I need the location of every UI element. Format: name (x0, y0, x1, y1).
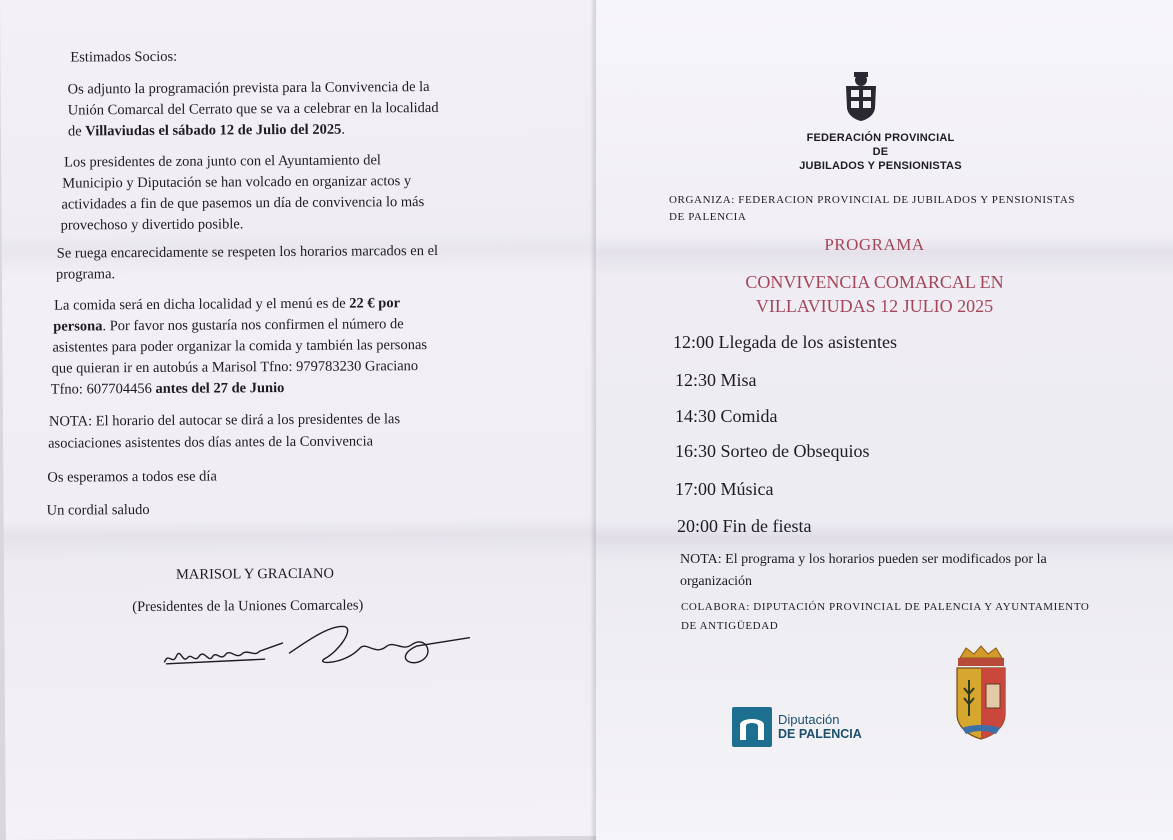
schedule-row (675, 406, 778, 427)
schedule-time: 14:30 (675, 406, 717, 426)
meal-line-2 (53, 314, 403, 337)
program-note (680, 549, 1047, 593)
greeting: Estimados Socios: (70, 48, 178, 66)
schedule-time: 12:00 (673, 332, 715, 352)
meal-line-1-pre: La comida será en dicha localidad y el menú es de (54, 295, 350, 314)
diputacion-palencia-logo (732, 707, 862, 747)
intro-line-3 (68, 120, 345, 143)
organizers-line-2: Municipio y Diputación se han volcado en organizar actos y (62, 173, 412, 192)
schedule-row (675, 479, 774, 500)
diputacion-logo-line-2: DE PALENCIA (778, 727, 862, 741)
deadline-bold: antes del 27 de Junio (155, 380, 285, 397)
schedule-event: Misa (720, 370, 757, 390)
schedule-event: Sorteo de Obsequios (720, 441, 870, 461)
schedule-time: 17:00 (675, 479, 717, 499)
schedule-time: 20:00 (677, 516, 719, 536)
intro-line-2: Unión Comarcal del Cerrato que se va a celebrar en la localidad (67, 99, 439, 119)
organizer-line-2: DE PALENCIA (669, 211, 747, 223)
intro-line-1: Os adjunto la programación prevista para la Convivencia de la (67, 79, 430, 98)
intro-line-3-post: . (341, 121, 346, 138)
schedule-time: 16:30 (675, 441, 717, 461)
program-note-line-1: NOTA: El programa y los horarios pueden ser modificados por la (680, 552, 1047, 567)
handwritten-signatures (154, 612, 484, 684)
meal-line-1 (54, 293, 400, 316)
schedule-event: Llegada de los asistentes (718, 332, 897, 352)
intro-line-3-pre: de (67, 123, 86, 140)
schedule-row (675, 441, 870, 462)
federation-line-1: FEDERACIÓN PROVINCIAL (806, 132, 955, 144)
program-title: PROGRAMA (824, 235, 925, 254)
collaborators-line-2: DE ANTIGÜEDAD (681, 620, 779, 632)
meal-line-2-post: . Por favor nos gustaría nos confirmen el número de (102, 316, 404, 335)
schedule-event: Comida (720, 406, 778, 426)
meal-line-5 (51, 378, 285, 401)
organizers-line-1: Los presidentes de zona junto con el Ayuntamiento del (64, 152, 381, 171)
bus-note-line-2: asociaciones asistentes dos días antes de la Convivencia (48, 433, 374, 452)
signers-names: MARISOL Y GRACIANO (175, 565, 334, 583)
program-subtitle-line-1: CONVIVENCIA COMARCAL EN (745, 272, 1004, 292)
collaborators-info (681, 598, 1089, 636)
organizers-line-3: actividades a fin de que pasemos un día de convivencia lo más (61, 194, 425, 213)
signature-marisol (164, 643, 282, 664)
organizer-line-1: ORGANIZA: FEDERACION PROVINCIAL DE JUBILADOS Y PENSIONISTAS (669, 194, 1076, 206)
meal-line-3: asistentes para poder organizar la comida y también las personas (52, 337, 428, 356)
antiguedad-coat-of-arms-icon (952, 644, 1010, 742)
program-note-line-2: organización (680, 574, 753, 589)
request-line-2: programa. (55, 266, 116, 283)
program-subtitle (596, 270, 1163, 318)
program-subtitle-line-2: VILLAVIUDAS 12 JULIO 2025 (755, 296, 994, 316)
meal-line-5-pre: Tfno: 607704456 (50, 380, 156, 398)
signers-role: (Presidentes de la Uniones Comarcales) (132, 597, 364, 616)
diputacion-arch-icon (732, 707, 772, 747)
organizer-info (669, 192, 1075, 226)
schedule-row (677, 516, 812, 537)
closing-greeting: Un cordial saludo (46, 501, 150, 519)
request-line-1: Se ruega encarecidamente se respeten los horarios marcados en el (56, 242, 439, 262)
collaborators-line-1: COLABORA: DIPUTACIÓN PROVINCIAL DE PALENCIA Y AYUNTAMIENTO (681, 601, 1090, 613)
organizers-line-4: provechoso y divertido posible. (60, 216, 244, 234)
event-date-bold: Villaviudas el sábado 12 de Julio del 2025 (85, 121, 342, 140)
meal-line-4: que quieran ir en autobús a Marisol Tfno: 979783230 Graciano (51, 358, 419, 377)
schedule-event: Fin de fiesta (722, 516, 812, 536)
meal-price-bold: 22 € por (349, 295, 401, 312)
schedule-time: 12:30 (675, 370, 717, 390)
diputacion-logo-text (778, 712, 862, 742)
federation-line-3: JUBILADOS Y PENSIONISTAS (799, 160, 962, 172)
federation-line-2: DE (872, 146, 889, 158)
schedule-row (675, 370, 757, 391)
schedule-event: Música (720, 479, 774, 499)
program-sheet (596, 0, 1173, 840)
closing-wait: Os esperamos a todos ese día (47, 468, 217, 486)
signature-graciano (289, 626, 469, 664)
diputacion-logo-line-1: Diputación (778, 712, 840, 727)
schedule-row (673, 332, 897, 353)
meal-per-person-bold: persona (53, 318, 103, 335)
federation-name (596, 131, 1169, 173)
federation-crest-icon (842, 70, 880, 122)
bus-note-line-1: NOTA: El horario del autocar se dirá a los presidentes de las (48, 411, 401, 430)
